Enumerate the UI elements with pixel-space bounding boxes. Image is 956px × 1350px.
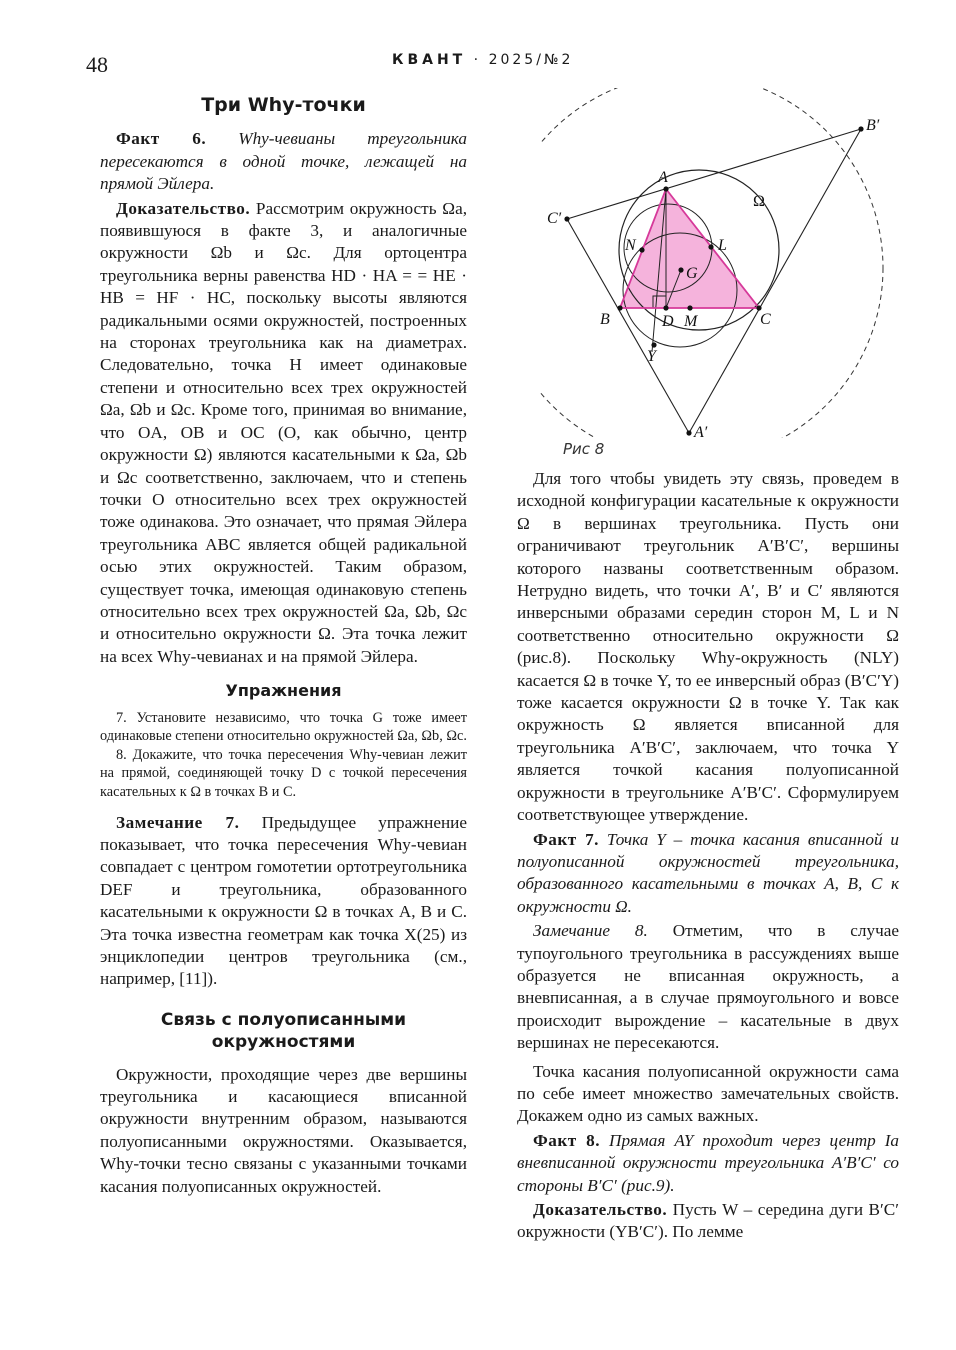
running-header <box>392 52 573 68</box>
point-m <box>687 305 692 310</box>
point-c1 <box>564 216 569 221</box>
label-d: D <box>662 313 674 330</box>
remark8-lead: Замечание 8. <box>533 921 648 941</box>
fact8-text: Прямая AY проходит через центр Ia вневписанной окружности треугольника A′B′C′ со стороны B′C′ (рис.9). <box>517 1130 900 1195</box>
side-c1-b1 <box>567 129 861 219</box>
exercise-8: 8. Докажите, что точка пересечения Why-чевиан лежит на прямой, соединяющей точку D с точкой пересечения касательных к Ω в точках B и C. <box>100 746 467 800</box>
point-y <box>651 342 656 347</box>
fact6-lead: Факт 6. <box>116 129 207 149</box>
label-n: N <box>625 237 636 254</box>
exercise-7: 7. Установите независимо, что точка G тоже имеет одинаковые степени относительно окружностей Ωa, Ωb, Ωc. <box>100 709 467 745</box>
right-paragraph-1: Для того чтобы увидеть эту связь, проведем в исходной конфигурации касательные к окружности Ω в вершинах треугольника. Пусть они ограничивают треугольник A′B′C′, вершины которого названы соответственным образом. Нетрудно видеть, что точки A′, B′ и C′ являются инверсными образами середин сторон M, L и N соответственно относительно окружности Ω (рис.8). Поскольку Why-окружность (NLY) касается Ω в точке Y, то ее инверсный образ (B′C′Y) тоже касается окружности Ω в точке Y. Так как окружность Ω является вписанной для треугольника A′B′C′, заключаем, что точка Y является точкой касания полуописанной окружности в треугольнике A′B′C′. Сформулируем соответствующее утверждение. <box>517 469 899 825</box>
point-a1 <box>686 430 691 435</box>
right-column <box>517 468 899 1246</box>
fact6 <box>100 128 467 195</box>
right-paragraph-2: Точка касания полуописанной окружности сама по себе имеет множество замечательных свойств. Докажем одно из самых важных. <box>517 1061 899 1126</box>
exercises-heading: Упражнения <box>225 681 342 701</box>
proof-lead: Доказательство. <box>116 198 251 218</box>
remark8 <box>517 920 899 1054</box>
section-heading <box>100 1009 467 1054</box>
remark8-text: Отметим, что в случае тупоугольного треугольника в рассуждениях выше образуется не вписанная окружность, а вневписанная, а в случае прямоугольного и вовсе происходит вырождение – касательные в двух вершинах не пересекаются. <box>517 921 899 1053</box>
proof8-text: Пусть W – середина дуги B′C′ окружности (YB′C′). По лемме <box>517 1200 899 1242</box>
issue-number: · 2025/№2 <box>473 52 574 68</box>
proof-paragraph <box>100 198 467 669</box>
proof-text: Рассмотрим окружность Ωa, появившуюся в факте 3, и аналогичные окружности Ωb и Ωc. Для ортоцентра треугольника верны равенства HD · HA = = HE · HB = HF · HC, поскольку высоты являются радикальными осями окружностей, построенных на сторонах треугольника как на диаметрах. Следовательно, точка H имеет одинаковые степени и относительно всех трех окружностей Ωa, Ωb и Ωc. Кроме того, принимая во внимание, что OA, OB и OC (O, как обычно, центр окружности Ω) являются касательными к Ωa, Ωb и Ωc соответственно, заключаем, что и степень точки O относительно всех трех окружностей тоже одинакова. Это означает, что прямая Эйлера треугольника ABC является общей радикальной осью этих окружностей. Таким образом, существует точка, имеющая одинаковую степень относительно всех трех окружностей Ωa, Ωb, Ωc и относительно окружности Ω. Эта точка лежит на всех Why-чевианах и на прямой Эйлера. <box>100 198 468 666</box>
section-paragraph: Окружности, проходящие через две вершины треугольника и касающиеся вписанной окружности внутренним образом, называются полуописанными окружностями. Оказывается, Why-точки тесно связаны с указанными точками касания полуописанных окружностей. <box>100 1064 467 1196</box>
section-heading-line1: Связь с полуописанными <box>160 1009 407 1030</box>
label-g: G <box>686 265 698 282</box>
label-c1: C′ <box>547 210 562 227</box>
section-heading-line2: окружностями <box>211 1032 356 1053</box>
page-number: 48 <box>86 52 108 77</box>
point-g <box>678 267 683 272</box>
figure-8 <box>540 88 900 438</box>
point-a <box>663 186 668 191</box>
point-b1 <box>858 126 863 131</box>
point-n <box>639 247 644 252</box>
label-b: B <box>600 311 610 328</box>
remark7-text: Предыдущее упражнение показывает, что точка пересечения Why-чевиан совпадает с центром гомотетии ортотреугольника DEF и треугольника, образованного касательными к окружности Ω в точках A, B и C. Эта точка известна геометрам как точка X(25) из энциклопедии центров треугольника (см., например, [11]). <box>100 812 468 989</box>
label-l: L <box>718 237 727 254</box>
point-d <box>663 305 668 310</box>
label-c: C <box>760 311 771 328</box>
fact7 <box>517 829 899 919</box>
figure-caption: Рис 8 <box>563 440 605 458</box>
proof8-lead: Доказательство. <box>533 1200 668 1219</box>
journal-name: КВАНТ <box>392 52 467 68</box>
point-b <box>617 305 622 310</box>
fact7-lead: Факт 7. <box>533 829 599 849</box>
label-y: Y <box>647 348 656 365</box>
remark7-lead: Замечание 7. <box>116 812 240 832</box>
point-c <box>756 305 761 310</box>
article-title: Три Why-точки <box>201 94 366 116</box>
remark7 <box>100 812 467 991</box>
label-m: M <box>684 313 698 330</box>
fact7-text: Точка Y – точка касания вписанной и полуописанной окружностей треугольника, образованного касательными в точках A, B, C к окружности Ω. <box>517 829 900 916</box>
label-a: A <box>658 169 668 186</box>
left-column <box>100 94 467 1200</box>
fact8-lead: Факт 8. <box>533 1130 601 1150</box>
label-b1: B′ <box>866 117 880 134</box>
label-omega: Ω <box>753 193 765 210</box>
label-a1: A′ <box>694 424 708 438</box>
point-l <box>708 244 713 249</box>
fact8 <box>517 1130 899 1197</box>
fact6-text: Why-чевианы треугольника пересекаются в одной точке, лежащей на прямой Эйлера. <box>100 129 468 194</box>
proof8 <box>517 1199 899 1244</box>
